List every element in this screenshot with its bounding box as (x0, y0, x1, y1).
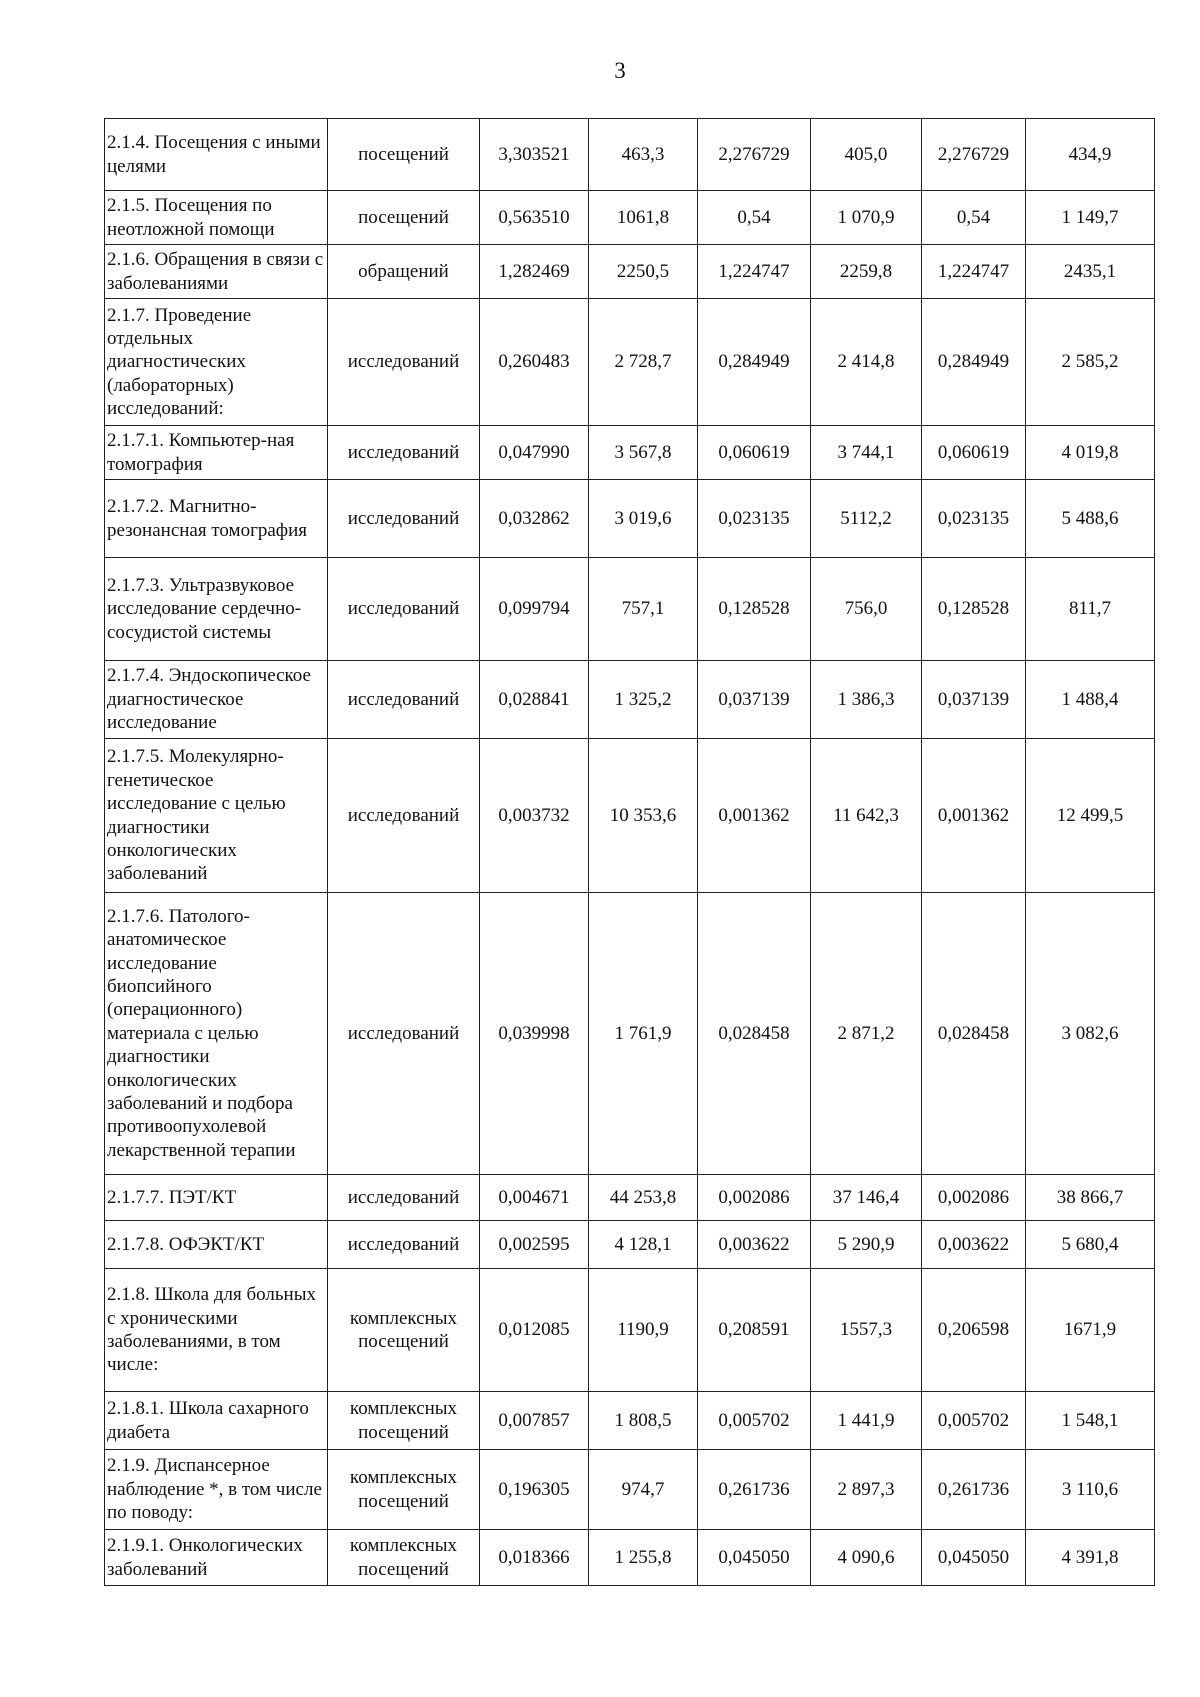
row-name: 2.1.6. Обращения в связи с заболеваниями (105, 245, 328, 299)
row-value: 5 290,9 (811, 1221, 922, 1269)
row-unit: исследований (328, 480, 480, 558)
row-name: 2.1.9.1. Онкологических заболеваний (105, 1530, 328, 1586)
row-value: 0,018366 (480, 1530, 589, 1586)
row-value: 405,0 (811, 119, 922, 191)
row-value: 4 391,8 (1026, 1530, 1155, 1586)
table-row (105, 191, 1155, 245)
row-value: 3 567,8 (589, 426, 698, 480)
table-row (105, 661, 1155, 739)
row-unit: исследований (328, 893, 480, 1175)
row-value: 0,012085 (480, 1269, 589, 1392)
row-value: 5 680,4 (1026, 1221, 1155, 1269)
table-row (105, 1392, 1155, 1450)
table-row (105, 1175, 1155, 1221)
row-value: 10 353,6 (589, 739, 698, 893)
row-name: 2.1.8.1. Школа сахарного диабета (105, 1392, 328, 1450)
row-value: 1671,9 (1026, 1269, 1155, 1392)
row-value: 11 642,3 (811, 739, 922, 893)
row-unit: комплексных посещений (328, 1269, 480, 1392)
row-value: 0,001362 (922, 739, 1026, 893)
row-unit: исследований (328, 558, 480, 661)
row-value: 4 019,8 (1026, 426, 1155, 480)
row-value: 0,003622 (922, 1221, 1026, 1269)
row-name: 2.1.7.6. Патолого-анатомическое исследование биопсийного (операционного) материала с целью диагностики онкологических заболеваний и подбора противоопухолевой лекарственной терапии (105, 893, 328, 1175)
row-value: 0,005702 (922, 1392, 1026, 1450)
row-unit: комплексных посещений (328, 1392, 480, 1450)
row-value: 0,004671 (480, 1175, 589, 1221)
row-value: 2,276729 (698, 119, 811, 191)
row-name: 2.1.5. Посещения по неотложной помощи (105, 191, 328, 245)
table-row (105, 299, 1155, 426)
table-row (105, 1530, 1155, 1586)
row-value: 2259,8 (811, 245, 922, 299)
row-value: 1 149,7 (1026, 191, 1155, 245)
row-value: 3 110,6 (1026, 1450, 1155, 1530)
row-name: 2.1.4. Посещения с иными целями (105, 119, 328, 191)
row-value: 1 488,4 (1026, 661, 1155, 739)
row-unit: комплексных посещений (328, 1450, 480, 1530)
row-name: 2.1.8. Школа для больных с хроническими заболеваниями, в том числе: (105, 1269, 328, 1392)
row-unit: исследований (328, 1175, 480, 1221)
row-value: 1061,8 (589, 191, 698, 245)
row-value: 0,039998 (480, 893, 589, 1175)
row-value: 0,284949 (922, 299, 1026, 426)
row-value: 0,037139 (698, 661, 811, 739)
row-value: 0,002086 (698, 1175, 811, 1221)
row-value: 12 499,5 (1026, 739, 1155, 893)
row-value: 811,7 (1026, 558, 1155, 661)
row-name: 2.1.7.3. Ультразвуковое исследование сердечно-сосудистой системы (105, 558, 328, 661)
row-name: 2.1.7.2. Магнитно-резонансная томография (105, 480, 328, 558)
row-value: 0,032862 (480, 480, 589, 558)
table-row (105, 1450, 1155, 1530)
row-value: 2 871,2 (811, 893, 922, 1175)
row-value: 0,003622 (698, 1221, 811, 1269)
row-value: 1 070,9 (811, 191, 922, 245)
indicators-table (104, 118, 1155, 1586)
row-value: 3,303521 (480, 119, 589, 191)
row-value: 1190,9 (589, 1269, 698, 1392)
row-value: 0,045050 (698, 1530, 811, 1586)
row-value: 1,282469 (480, 245, 589, 299)
row-name: 2.1.9. Диспансерное наблюдение *, в том числе по поводу: (105, 1450, 328, 1530)
row-value: 2 897,3 (811, 1450, 922, 1530)
table-row (105, 558, 1155, 661)
row-value: 0,206598 (922, 1269, 1026, 1392)
row-value: 2435,1 (1026, 245, 1155, 299)
row-value: 0,54 (922, 191, 1026, 245)
row-value: 5 488,6 (1026, 480, 1155, 558)
table-row (105, 426, 1155, 480)
row-value: 0,060619 (922, 426, 1026, 480)
row-value: 3 744,1 (811, 426, 922, 480)
page-number: 3 (614, 58, 626, 83)
row-value: 1 255,8 (589, 1530, 698, 1586)
row-value: 757,1 (589, 558, 698, 661)
row-value: 1 548,1 (1026, 1392, 1155, 1450)
row-unit: обращений (328, 245, 480, 299)
row-unit: исследований (328, 1221, 480, 1269)
row-value: 0,54 (698, 191, 811, 245)
row-value: 0,005702 (698, 1392, 811, 1450)
row-value: 1 808,5 (589, 1392, 698, 1450)
row-unit: исследований (328, 299, 480, 426)
row-value: 2,276729 (922, 119, 1026, 191)
table-row (105, 893, 1155, 1175)
row-unit: посещений (328, 191, 480, 245)
row-value: 974,7 (589, 1450, 698, 1530)
row-name: 2.1.7.5. Молекулярно-генетическое исследование с целью диагностики онкологических заболеваний (105, 739, 328, 893)
row-value: 0,563510 (480, 191, 589, 245)
row-name: 2.1.7.8. ОФЭКТ/КТ (105, 1221, 328, 1269)
row-unit: исследований (328, 426, 480, 480)
row-value: 0,028841 (480, 661, 589, 739)
row-value: 1 441,9 (811, 1392, 922, 1450)
row-value: 0,003732 (480, 739, 589, 893)
row-value: 1557,3 (811, 1269, 922, 1392)
table-row (105, 1269, 1155, 1392)
row-value: 2 728,7 (589, 299, 698, 426)
row-value: 3 019,6 (589, 480, 698, 558)
row-value: 4 090,6 (811, 1530, 922, 1586)
row-unit: комплексных посещений (328, 1530, 480, 1586)
row-value: 0,007857 (480, 1392, 589, 1450)
row-value: 0,002595 (480, 1221, 589, 1269)
row-value: 1 761,9 (589, 893, 698, 1175)
table-row (105, 739, 1155, 893)
row-value: 0,023135 (922, 480, 1026, 558)
table-row (105, 245, 1155, 299)
row-value: 0,023135 (698, 480, 811, 558)
row-value: 1,224747 (698, 245, 811, 299)
row-value: 0,128528 (698, 558, 811, 661)
row-value: 0,261736 (698, 1450, 811, 1530)
row-value: 38 866,7 (1026, 1175, 1155, 1221)
row-value: 2 414,8 (811, 299, 922, 426)
row-unit: исследований (328, 739, 480, 893)
row-value: 0,047990 (480, 426, 589, 480)
row-value: 0,284949 (698, 299, 811, 426)
row-value: 0,208591 (698, 1269, 811, 1392)
row-value: 0,028458 (922, 893, 1026, 1175)
row-value: 3 082,6 (1026, 893, 1155, 1175)
row-value: 1,224747 (922, 245, 1026, 299)
row-name: 2.1.7. Проведение отдельных диагностических (лабораторных) исследований: (105, 299, 328, 426)
row-value: 0,001362 (698, 739, 811, 893)
row-value: 0,037139 (922, 661, 1026, 739)
row-name: 2.1.7.4. Эндоскопическое диагностическое исследование (105, 661, 328, 739)
row-value: 0,128528 (922, 558, 1026, 661)
row-name: 2.1.7.7. ПЭТ/КТ (105, 1175, 328, 1221)
row-value: 1 386,3 (811, 661, 922, 739)
row-value: 2 585,2 (1026, 299, 1155, 426)
row-value: 0,028458 (698, 893, 811, 1175)
row-value: 44 253,8 (589, 1175, 698, 1221)
row-unit: исследований (328, 661, 480, 739)
row-value: 463,3 (589, 119, 698, 191)
row-value: 0,196305 (480, 1450, 589, 1530)
row-value: 434,9 (1026, 119, 1155, 191)
row-unit: посещений (328, 119, 480, 191)
row-value: 0,099794 (480, 558, 589, 661)
row-value: 2250,5 (589, 245, 698, 299)
row-value: 0,060619 (698, 426, 811, 480)
row-value: 1 325,2 (589, 661, 698, 739)
row-value: 0,260483 (480, 299, 589, 426)
row-name: 2.1.7.1. Компьютер-ная томография (105, 426, 328, 480)
table-body (105, 119, 1155, 1586)
row-value: 5112,2 (811, 480, 922, 558)
row-value: 0,002086 (922, 1175, 1026, 1221)
row-value: 0,045050 (922, 1530, 1026, 1586)
row-value: 4 128,1 (589, 1221, 698, 1269)
row-value: 756,0 (811, 558, 922, 661)
row-value: 0,261736 (922, 1450, 1026, 1530)
row-value: 37 146,4 (811, 1175, 922, 1221)
table-row (105, 480, 1155, 558)
table-row (105, 119, 1155, 191)
table-row (105, 1221, 1155, 1269)
